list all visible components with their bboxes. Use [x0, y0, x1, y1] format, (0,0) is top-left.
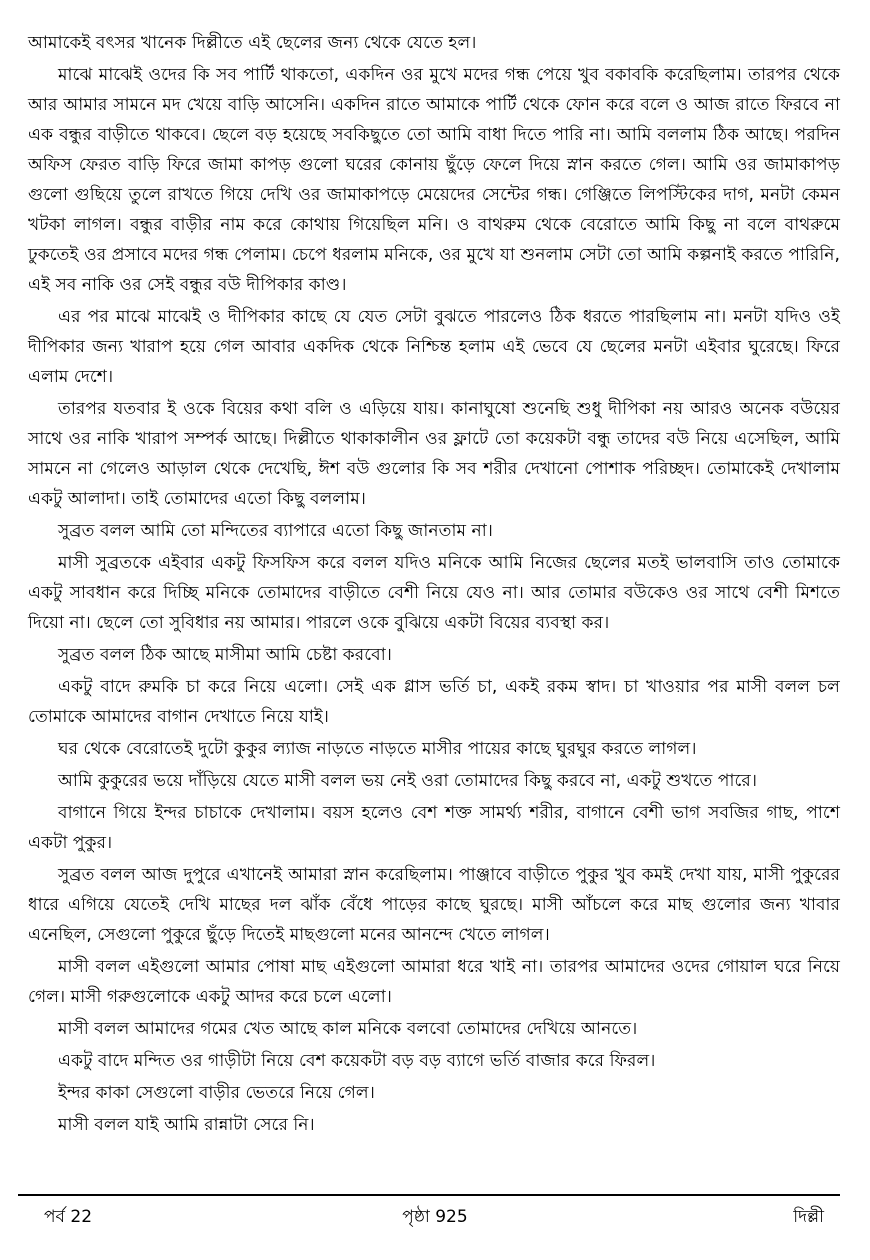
footer-divider	[18, 1194, 840, 1196]
footer-page-number: পৃষ্ঠা 925	[402, 1207, 468, 1227]
paragraph: আমাকেই বৎসর খানেক দিল্লীতে এই ছেলের জন্য থেকে যেতে হল।	[28, 33, 477, 53]
paragraph: ঘর থেকে বেরোতেই দুটো কুকুর ল্যাজ নাড়তে নাড়তে মাসীর পায়ের কাছে ঘুরঘুর করতে লাগল।	[58, 739, 697, 759]
paragraph: মাসী বলল আমাদের গমের খেত আছে কাল মনিকে বলবো তোমাদের দেখিয়ে আনতে।	[58, 1019, 638, 1039]
paragraph: একটু বাদে মন্দিত ওর গাড়ীটা নিয়ে বেশ কয়েকটা বড় বড় ব্যাগে ভর্তি বাজার করে ফিরল।	[58, 1051, 656, 1071]
paragraph: সুব্রত বলল ঠিক আছে মাসীমা আমি চেষ্টা করবো।	[58, 645, 392, 665]
paragraph: একটু বাদে রুমকি চা করে নিয়ে এলো। সেই এক গ্লাস ভর্তি চা, একই রকম স্বাদ। চা খাওয়ার পর মাসী বলল চল তোমাকে আমাদের বাগান দেখাতে নিয়ে যাই।	[28, 677, 840, 727]
body-text	[28, 28, 840, 1142]
paragraph: সুব্রত বলল আমি তো মন্দিতের ব্যাপারে এতো কিছু জানতাম না।	[58, 521, 493, 541]
paragraph: মাসী বলল যাই আমি রান্নাটা সেরে নি।	[58, 1115, 315, 1135]
paragraph: ইন্দর কাকা সেগুলো বাড়ীর ভেতরে নিয়ে গেল।	[58, 1083, 375, 1103]
footer-location: দিল্লী	[793, 1207, 824, 1227]
paragraph: সুব্রত বলল আজ দুপুরে এখানেই আমারা স্নান করেছিলাম। পাঞ্জাবে বাড়ীতে পুকুর খুব কমই দেখা যায়, মাসী পুকুরের ধারে এগিয়ে যেতেই দেখি মাছের দল ঝাঁক বেঁধে পাড়ের কাছে ঘুরছে। মাসী আঁচলে করে মাছ গুলোর জন্য খাবার এনেছিল, সেগুলো পুকুরে ছুঁড়ে দিতেই মাছগুলো মনের আনন্দে খেতে লাগল।	[28, 865, 840, 945]
paragraph: তারপর যতবার ই ওকে বিয়ের কথা বলি ও এড়িয়ে যায়। কানাঘুষো শুনেছি শুধু দীপিকা নয় আরও অনেক বউয়ের সাথে ওর নাকি খারাপ সম্পর্ক আছে। দিল্লীতে থাকাকালীন ওর ফ্লাটে তো কয়েকটা বন্ধু তাদের বউ নিয়ে এসেছিল, আমি সামনে না গেলেও আড়াল থেকে দেখেছি, ঈশ বউ গুলোর কি সব শরীর দেখানো পোশাক পরিচ্ছদ। তোমাকেই দেখালাম একটু আলাদা। তাই তোমাদের এতো কিছু বললাম।	[28, 399, 840, 509]
paragraph: মাঝে মাঝেই ওদের কি সব পার্টি থাকতো, একদিন ওর মুখে মদের গন্ধ পেয়ে খুব বকাবকি করেছিলাম। তারপর থেকে আর আমার সামনে মদ খেয়ে বাড়ি আসেনি। একদিন রাতে আমাকে পার্টি থেকে ফোন করে বলে ও আজ রাতে ফিরবে না এক বন্ধুর বাড়ীতে থাকবে। ছেলে বড় হয়েছে সবকিছুতে তো আমি বাধা দিতে পারি না। আমি বললাম ঠিক আছে। পরদিন অফিস ফেরত বাড়ি ফিরে জামা কাপড় গুলো ঘরের কোনায় ছুঁড়ে ফেলে দিয়ে স্নান করতে গেল। আমি ওর জামাকাপড় গুলো গুছিয়ে তুলে রাখতে গিয়ে দেখি ওর জামাকাপড়ে মেয়েদের সেন্টের গন্ধ। গেঞ্জিতে লিপস্টিকের দাগ, মনটা কেমন খটকা লাগল। বন্ধুর বাড়ীর নাম করে কোথায় গিয়েছিল মনি। ও বাথরুম থেকে বেরোতে আমি কিছু না বলে বাথরুমে ঢুকতেই ওর প্রসাবে মদের গন্ধ পেলাম। চেপে ধরলাম মনিকে, ওর মুখে যা শুনলাম সেটা তো আমি কল্পনাই করতে পারিনি, এই সব নাকি ওর সেই বন্ধুর বউ দীপিকার কাণ্ড।	[28, 65, 840, 295]
paragraph: মাসী সুব্রতকে এইবার একটু ফিসফিস করে বলল যদিও মনিকে আমি নিজের ছেলের মতই ভালবাসি তাও তোমাকে একটু সাবধান করে দিচ্ছি মনিকে তোমাদের বাড়ীতে বেশী নিয়ে যেও না। আর তোমার বউকেও ওর সাথে বেশী মিশতে দিয়ো না। ছেলে তো সুবিধার নয় আমার। পারলে ওকে বুঝিয়ে একটা বিয়ের ব্যবস্থা কর।	[28, 553, 840, 633]
paragraph: এর পর মাঝে মাঝেই ও দীপিকার কাছে যে যেত সেটা বুঝতে পারলেও ঠিক ধরতে পারছিলাম না। মনটা যদিও ওই দীপিকার জন্য খারাপ হয়ে গেল আবার একদিক থেকে নিশ্চিন্ত হলাম এই ভেবে যে ছেলের মনটা এইবার ঘুরেছে। ফিরে এলাম দেশে।	[28, 307, 840, 387]
paragraph: মাসী বলল এইগুলো আমার পোষা মাছ এইগুলো আমারা ধরে খাই না। তারপর আমাদের ওদের গোয়াল ঘরে নিয়ে গেল। মাসী গরুগুলোকে একটু আদর করে চলে এলো।	[28, 957, 840, 1007]
paragraph: আমি কুকুরের ভয়ে দাঁড়িয়ে যেতে মাসী বলল ভয় নেই ওরা তোমাদের কিছু করবে না, একটু শুখতে পারে।	[58, 771, 758, 791]
footer-episode: পর্ব 22	[44, 1207, 93, 1227]
paragraph: বাগানে গিয়ে ইন্দর চাচাকে দেখালাম। বয়স হলেও বেশ শক্ত সামর্থ্য শরীর, বাগানে বেশী ভাগ সবজির গাছ, পাশে একটা পুকুর।	[28, 803, 840, 853]
